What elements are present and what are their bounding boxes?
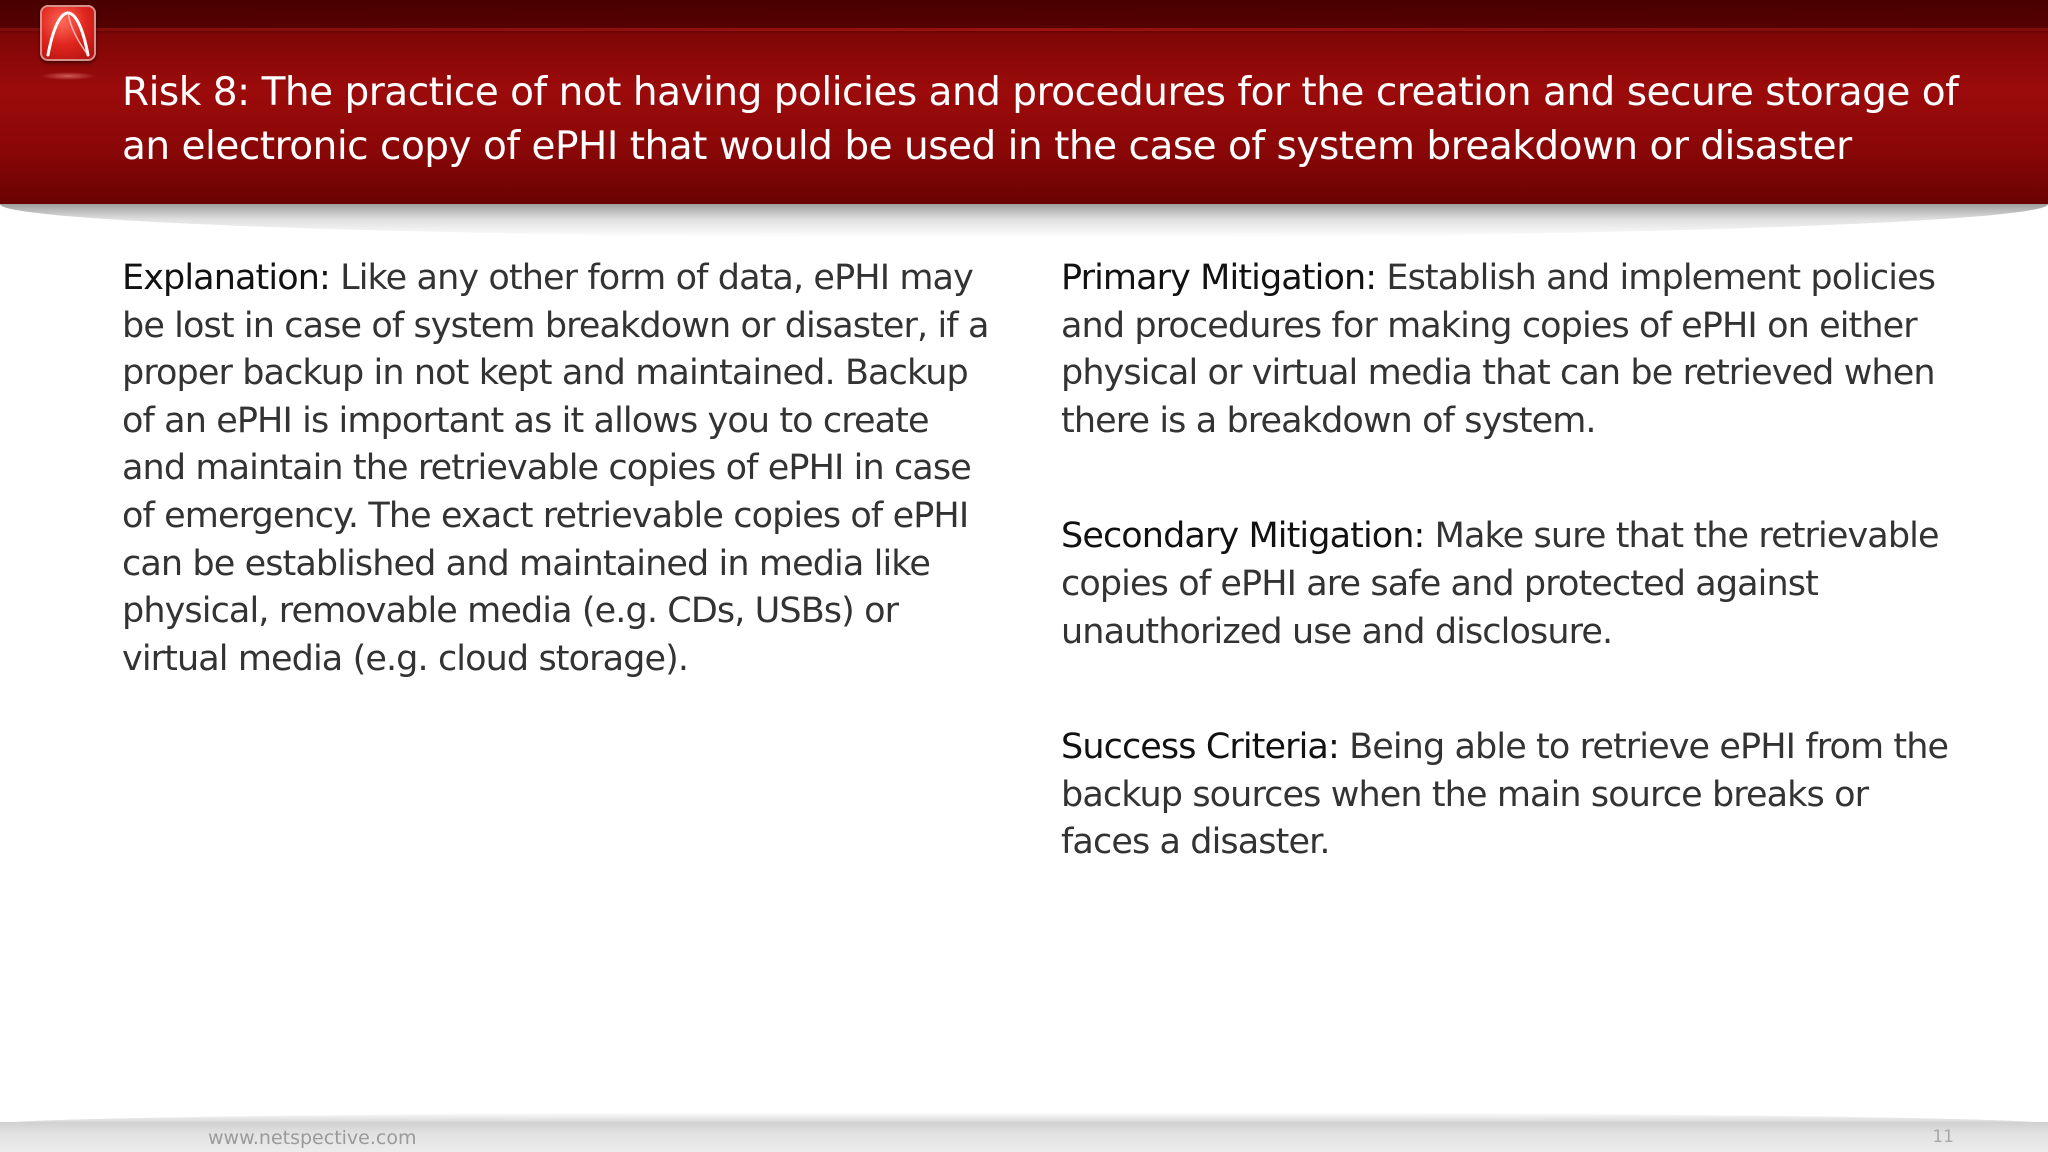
explanation-text: Like any other form of data, ePHI may be lost in case of system breakdown or disaster, if a proper backup in not kept and maintained. Backup of an ePHI is important as it allows you to create and maintain the retrievable copies of ePHI in case of emergency. The exact retrievable copies of ePHI can be established and maintained in media like physical, removable media (e.g. CDs, USBs) or virtual media (e.g. cloud storage). bbox=[122, 258, 989, 679]
primary-mitigation-paragraph bbox=[1061, 255, 1951, 445]
page-number: 11 bbox=[1932, 1127, 1954, 1147]
success-criteria-paragraph bbox=[1061, 724, 1951, 867]
logo-reflection bbox=[40, 72, 96, 80]
primary-mitigation-text: Establish and implement policies and procedures for making copies of ePHI on either physical or virtual media that can be retrieved when there is a breakdown of system. bbox=[1061, 258, 1936, 441]
left-column bbox=[122, 255, 992, 751]
primary-mitigation-label: Primary Mitigation: bbox=[1061, 258, 1377, 298]
secondary-mitigation-paragraph bbox=[1061, 513, 1951, 656]
title-banner bbox=[0, 0, 2048, 204]
netspective-logo-icon bbox=[40, 5, 96, 61]
secondary-mitigation-text: Make sure that the retrievable copies of ePHI are safe and protected against unauthorized use and disclosure. bbox=[1061, 516, 1939, 652]
right-column bbox=[1061, 255, 1951, 935]
footer-url[interactable]: www.netspective.com bbox=[208, 1127, 417, 1149]
success-criteria-label: Success Criteria: bbox=[1061, 727, 1339, 768]
slide-title: Risk 8: The practice of not having policies and procedures for the creation and secure storage of an electronic copy of ePHI that would be used in the case of system breakdown or disaster bbox=[122, 70, 1959, 169]
explanation-paragraph bbox=[122, 255, 992, 683]
banner-top-line bbox=[0, 28, 2048, 31]
banner-shadow bbox=[0, 204, 2048, 238]
success-criteria-text: Being able to retrieve ePHI from the backup sources when the main source breaks or faces a disaster. bbox=[1061, 727, 1949, 863]
secondary-mitigation-label: Secondary Mitigation: bbox=[1061, 516, 1425, 557]
explanation-label: Explanation: bbox=[122, 258, 330, 298]
